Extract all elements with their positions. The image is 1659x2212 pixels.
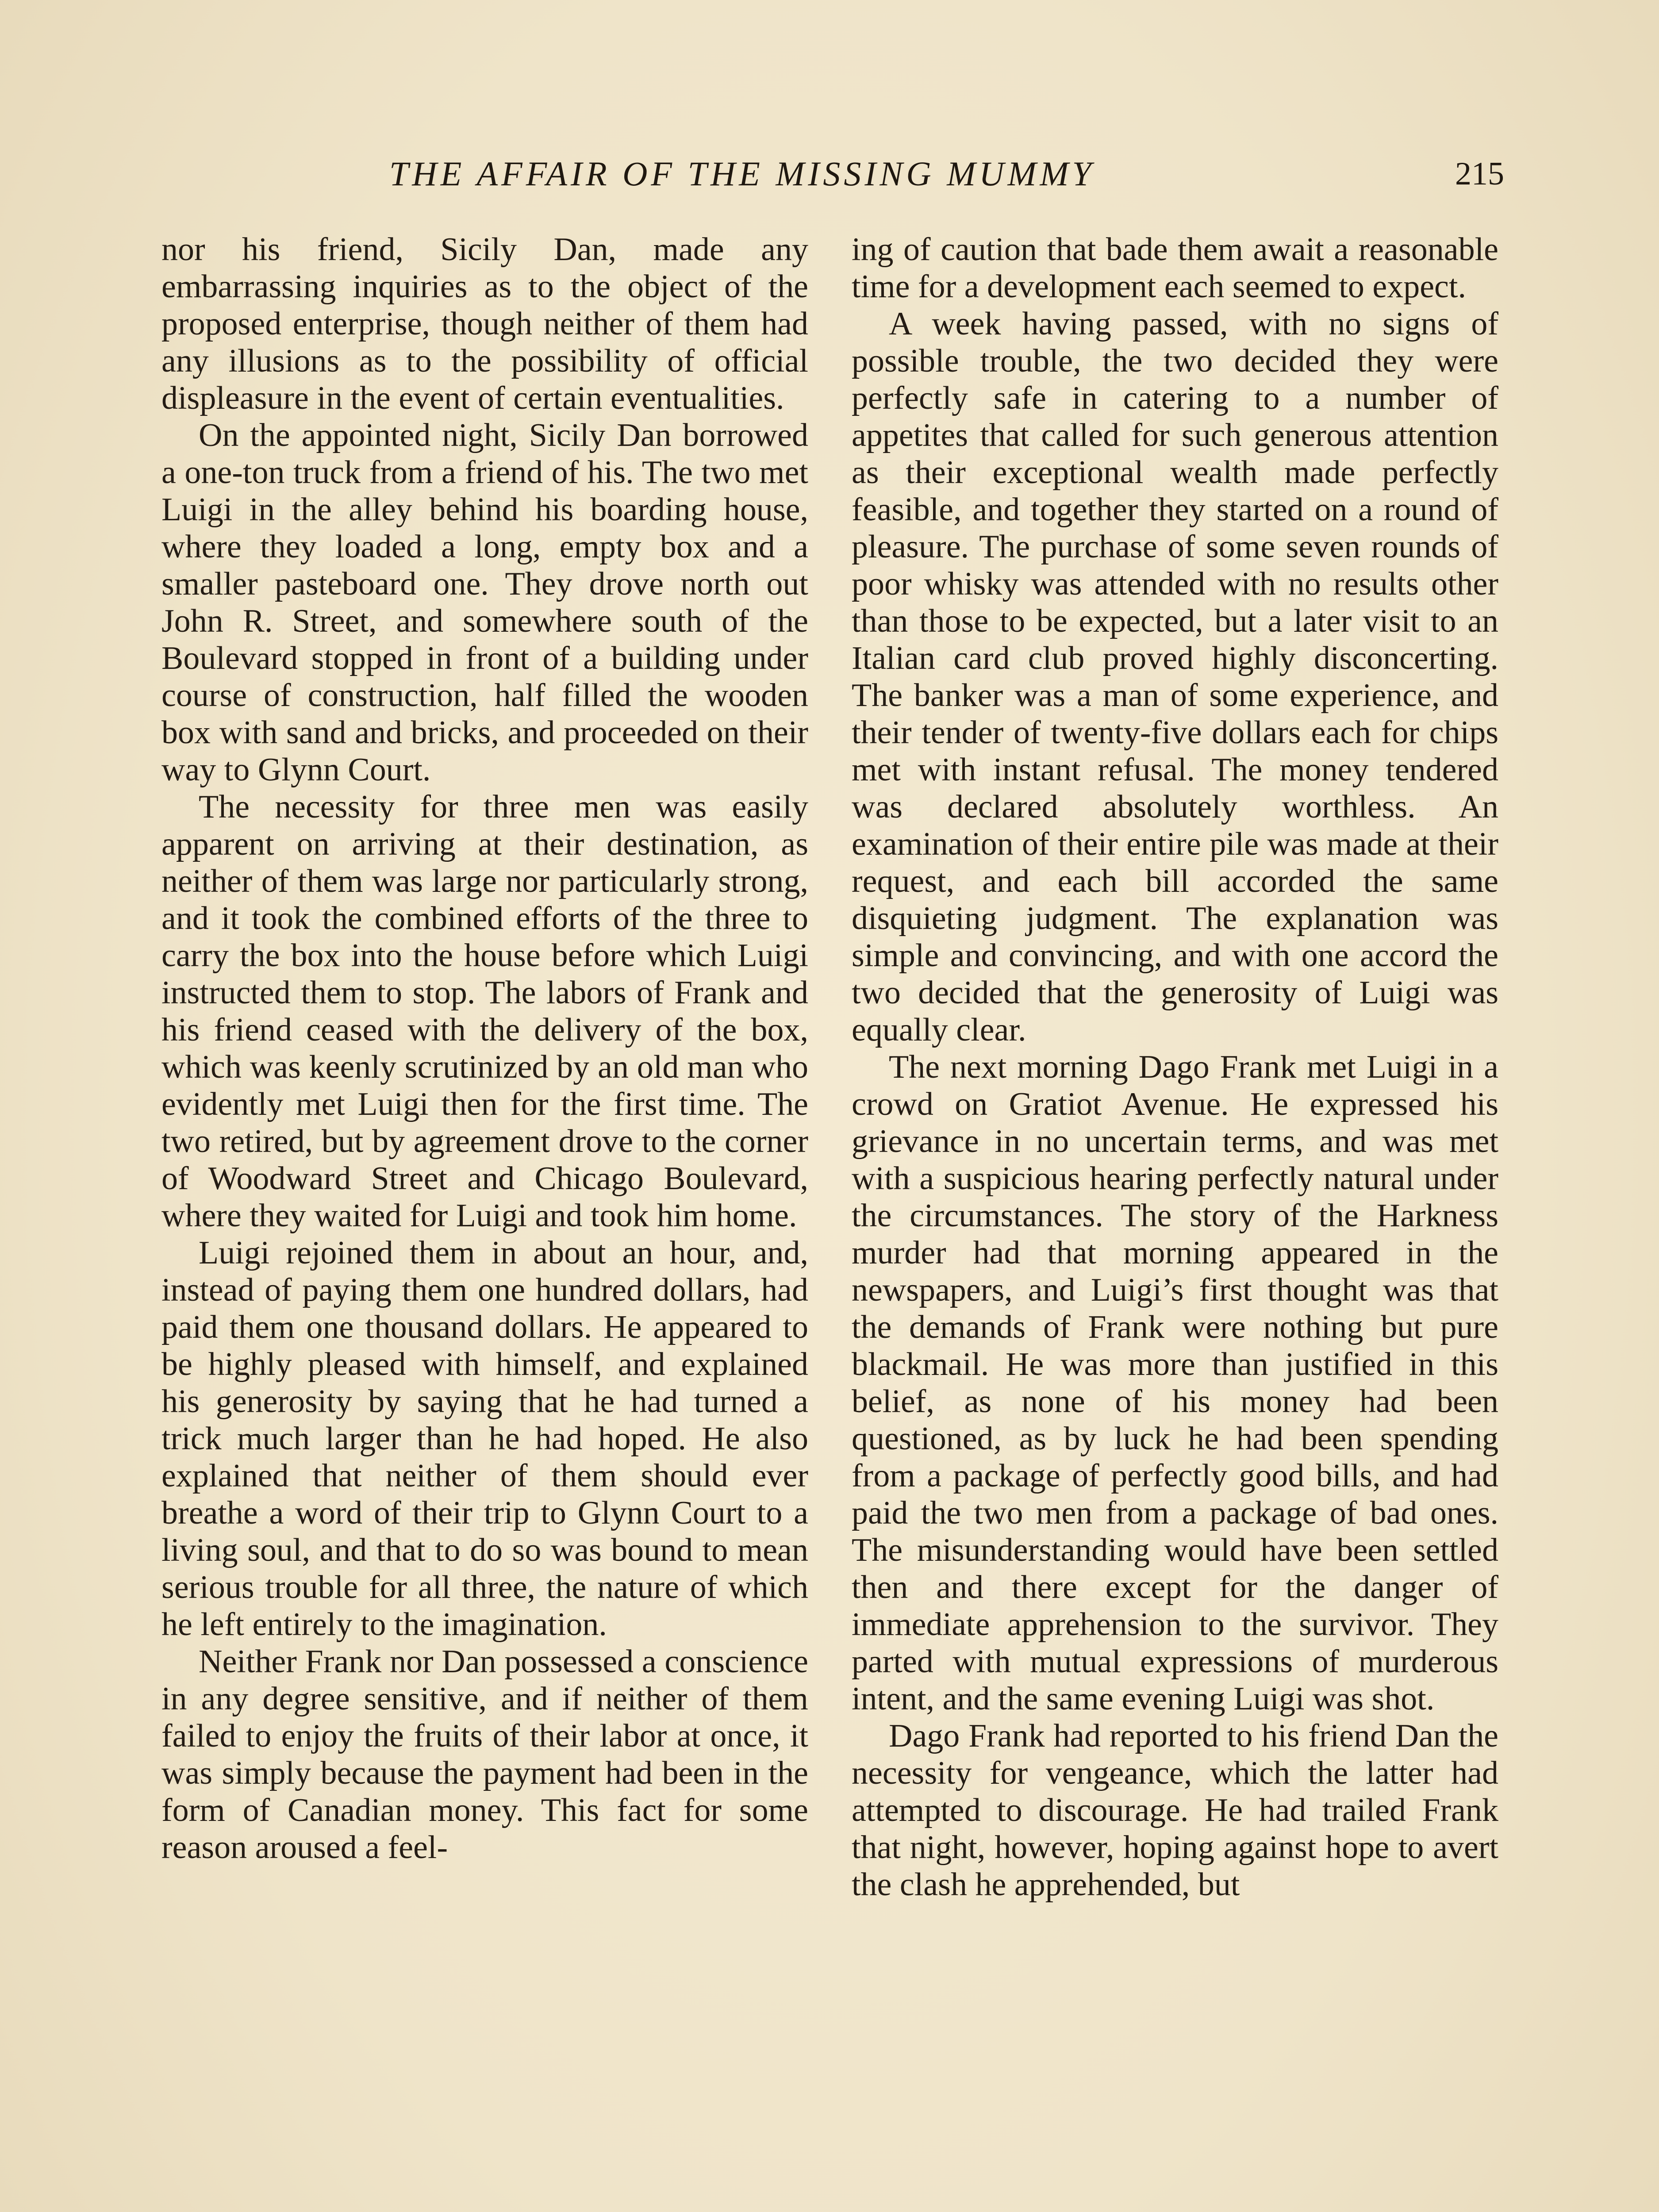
paragraph: ing of caution that bade them await a reasonable time for a development each seemed to expect. [852,231,1498,305]
paragraph: Dago Frank had reported to his friend Dan the necessity for vengeance, which the latter had attempted to discourage. He had trailed Frank that night, however, hoping against hope to avert the clash he apprehended, but [852,1718,1498,1903]
paragraph: The necessity for three men was easily apparent on arriving at their destination, as neither of them was large nor particularly strong, and it took the combined efforts of the three to carry the box into the house before which Luigi instructed them to stop. The labors of Frank and his friend ceased with the delivery of the box, which was keenly scrutinized by an old man who evidently met Luigi then for the first time. The two retired, but by agreement drove to the corner of Woodward Street and Chicago Boulevard, where they waited for Luigi and took him home. [161,789,808,1234]
page-number: 215 [1455,156,1504,192]
paragraph: nor his friend, Sicily Dan, made any embarrassing inquiries as to the object of the proposed enterprise, though neither of them had any illusions as to the possibility of official displeasure in the event of certain eventualities. [161,231,808,416]
paragraph: The next morning Dago Frank met Luigi in a crowd on Gratiot Avenue. He expressed his grievance in no uncertain terms, and was met with a suspicious hearing perfectly natural under the circumstances. The story of the Harkness murder had that morning appeared in the newspapers, and Luigi’s first thought was that the demands of Frank were nothing but pure blackmail. He was more than justified in this belief, as none of his money had been questioned, as by luck he had been spending from a package of perfectly good bills, and had paid the two men from a package of bad ones. The misunderstanding would have been settled then and there except for the danger of immediate apprehension to the survivor. They parted with mutual expressions of murderous intent, and the same evening Luigi was shot. [852,1049,1498,1717]
left-column [161,231,808,1866]
running-head [0,150,1659,198]
running-title: THE AFFAIR OF THE MISSING MUMMY [389,154,1095,193]
right-column [852,231,1498,1903]
paragraph: A week having passed, with no signs of possible trouble, the two decided they were perfectly safe in catering to a number of appetites that called for such generous attention as their exceptional wealth made perfectly feasible, and together they started on a round of pleasure. The purchase of some seven rounds of poor whisky was attended with no results other than those to be expected, but a later visit to an Italian card club proved highly disconcerting. The banker was a man of some experience, and their tender of twenty-five dollars each for chips met with instant refusal. The money tendered was declared absolutely worthless. An examination of their entire pile was made at their request, and each bill accorded the same disquieting judgment. The explanation was simple and convincing, and with one accord the two decided that the generosity of Luigi was equally clear. [852,306,1498,1048]
paragraph: Luigi rejoined them in about an hour, and, instead of paying them one hundred dollars, had paid them one thousand dollars. He appeared to be highly pleased with himself, and explained his generosity by saying that he had turned a trick much larger than he had hoped. He also explained that neither of them should ever breathe a word of their trip to Glynn Court to a living soul, and that to do so was bound to mean serious trouble for all three, the nature of which he left entirely to the imagination. [161,1235,808,1643]
paragraph: On the appointed night, Sicily Dan borrowed a one-ton truck from a friend of his. The two met Luigi in the alley behind his boarding house, where they loaded a long, empty box and a smaller pasteboard one. They drove north out John R. Street, and somewhere south of the Boulevard stopped in front of a building under course of construction, half filled the wooden box with sand and bricks, and proceeded on their way to Glynn Court. [161,417,808,788]
paragraph: Neither Frank nor Dan possessed a conscience in any degree sensitive, and if neither of them failed to enjoy the fruits of their labor at once, it was simply because the payment had been in the form of Canadian money. This fact for some reason aroused a feel- [161,1644,808,1866]
